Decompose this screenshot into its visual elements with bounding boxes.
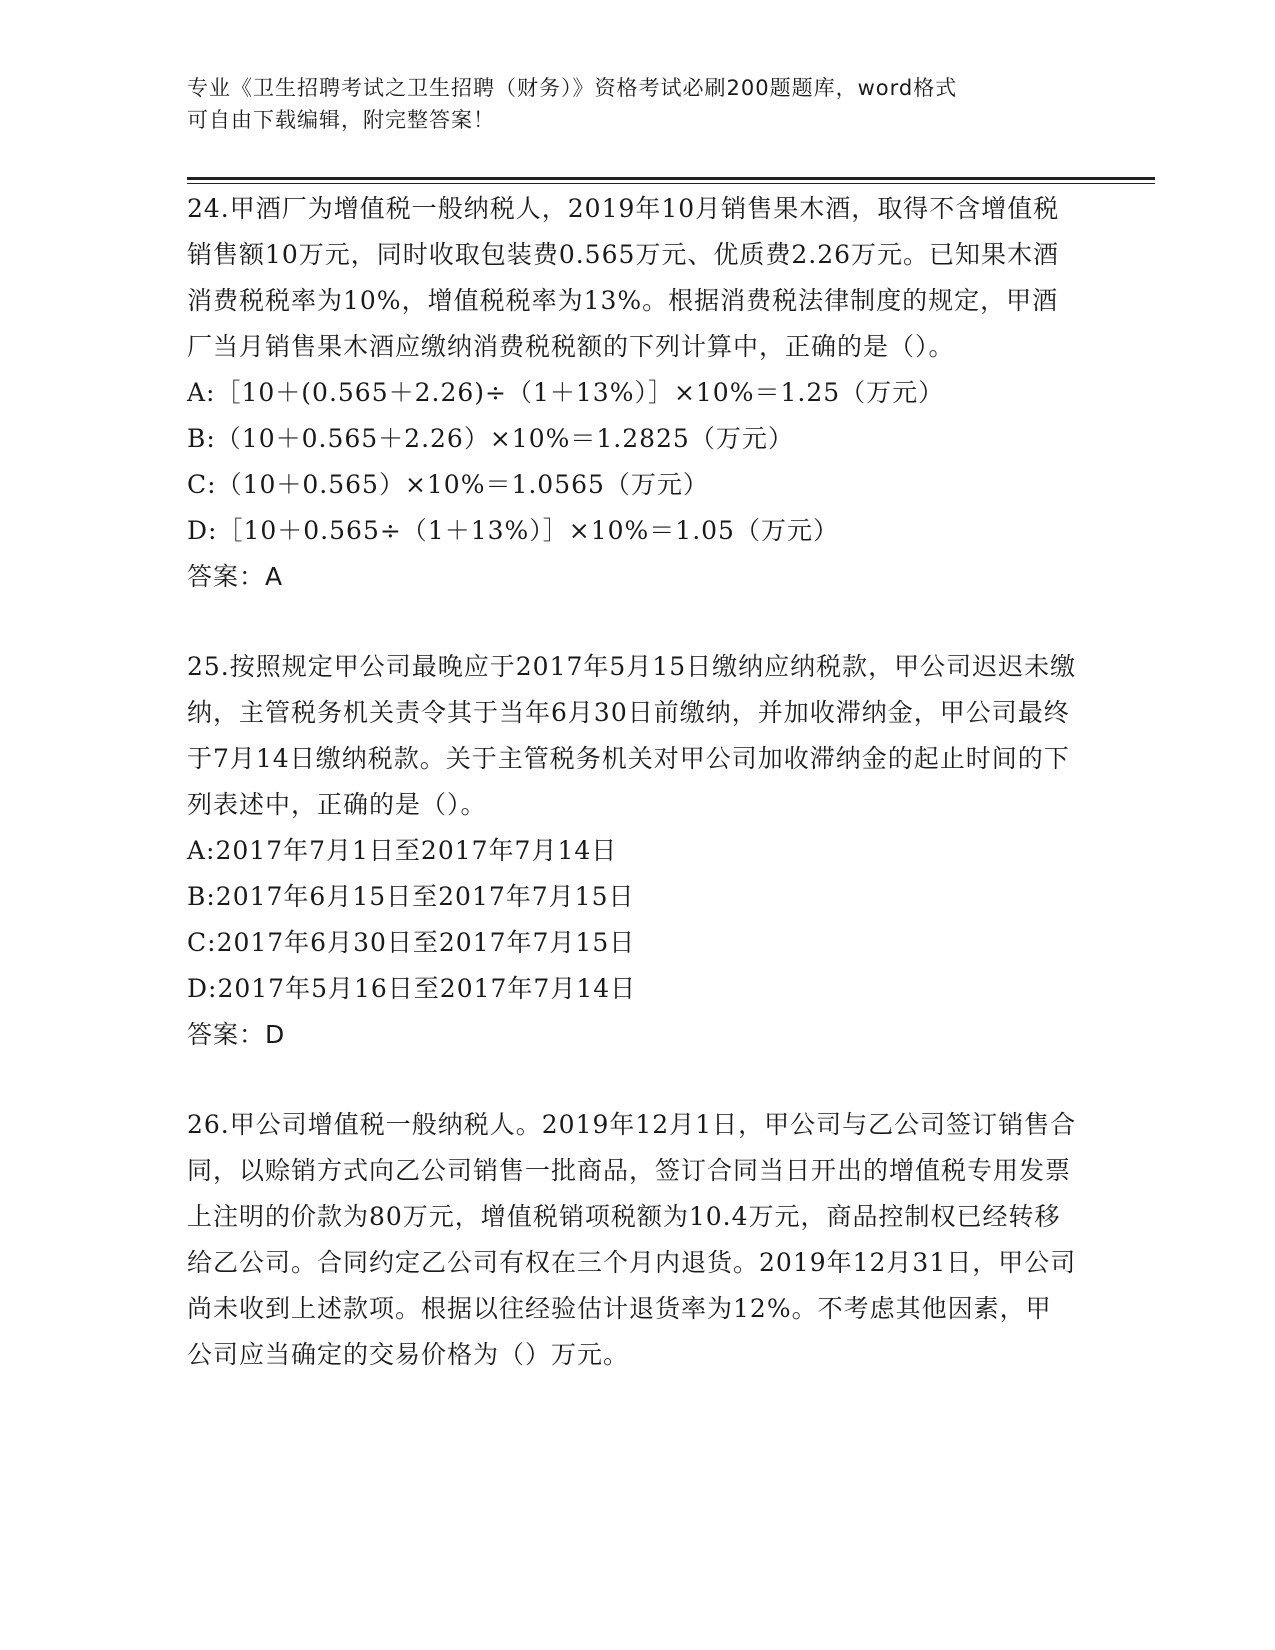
option-text: ［10＋(0.565＋2.26)÷（1＋13%）］×10%＝1.25（万元） <box>215 378 945 407</box>
option-text: 2017年6月15日至2017年7月15日 <box>215 882 635 911</box>
question-stem: 25.按照规定甲公司最晚应于2017年5月15日缴纳应纳税款，甲公司迟迟未缴纳，主管税务机关责令其于当年6月30日前缴纳，并加收滞纳金，甲公司最终于7月14日缴纳税款。关于主管税务机关对甲公司加收滞纳金的起止时间的下列表述中，正确的是（）。 <box>187 652 1077 819</box>
option-c <box>187 462 1077 508</box>
option-d <box>187 508 1077 554</box>
option-letter: D: <box>187 974 218 1003</box>
answer-line: 答案：D <box>187 1020 286 1049</box>
option-b <box>187 874 1077 920</box>
question-26 <box>187 1102 1077 1378</box>
option-text: 2017年7月1日至2017年7月14日 <box>215 836 618 865</box>
option-letter: A: <box>187 378 216 407</box>
option-c <box>187 920 1077 966</box>
option-letter: B: <box>187 424 216 453</box>
option-text: 2017年6月30日至2017年7月15日 <box>216 928 636 957</box>
option-letter: C: <box>187 470 217 499</box>
option-text: （10＋0.565＋2.26）×10%＝1.2825（万元） <box>215 424 794 453</box>
question-list <box>187 186 1077 1378</box>
header-line-2: 可自由下载编辑，附完整答案！ <box>187 108 495 132</box>
question-spacer <box>187 1058 1077 1102</box>
option-d <box>187 966 1077 1012</box>
option-b <box>187 416 1077 462</box>
header-rule-thick <box>187 177 1155 180</box>
option-a <box>187 370 1077 416</box>
document-header <box>187 72 1067 136</box>
option-letter: B: <box>187 882 216 911</box>
header-line-1: 专业《卫生招聘考试之卫生招聘（财务）》资格考试必刷200题题库，word格式 <box>187 76 958 100</box>
option-text: （10＋0.565）×10%＝1.0565（万元） <box>216 470 709 499</box>
option-a <box>187 828 1077 874</box>
question-25 <box>187 644 1077 1058</box>
option-letter: A: <box>187 836 216 865</box>
header-rule-thin <box>187 183 1155 184</box>
question-stem: 26.甲公司增值税一般纳税人。2019年12月1日，甲公司与乙公司签订销售合同，以赊销方式向乙公司销售一批商品，签订合同当日开出的增值税专用发票上注明的价款为80万元，增值税销项税额为10.4万元，商品控制权已经转移给乙公司。合同约定乙公司有权在三个月内退货。2019年12月31日，甲公司尚未收到上述款项。根据以往经验估计退货率为12%。不考虑其他因素，甲公司应当确定的交易价格为（）万元。 <box>187 1110 1077 1369</box>
question-24 <box>187 186 1077 600</box>
answer-line: 答案：A <box>187 562 284 591</box>
question-stem: 24.甲酒厂为增值税一般纳税人，2019年10月销售果木酒，取得不含增值税销售额10万元，同时收取包装费0.565万元、优质费2.26万元。已知果木酒消费税税率为10%，增值税税率为13%。根据消费税法律制度的规定，甲酒厂当月销售果木酒应缴纳消费税税额的下列计算中，正确的是（）。 <box>187 194 1060 361</box>
option-letter: C: <box>187 928 217 957</box>
option-text: ［10＋0.565÷（1＋13%）］×10%＝1.05（万元） <box>217 516 839 545</box>
question-spacer <box>187 600 1077 644</box>
option-text: 2017年5月16日至2017年7月14日 <box>217 974 637 1003</box>
option-letter: D: <box>187 516 218 545</box>
